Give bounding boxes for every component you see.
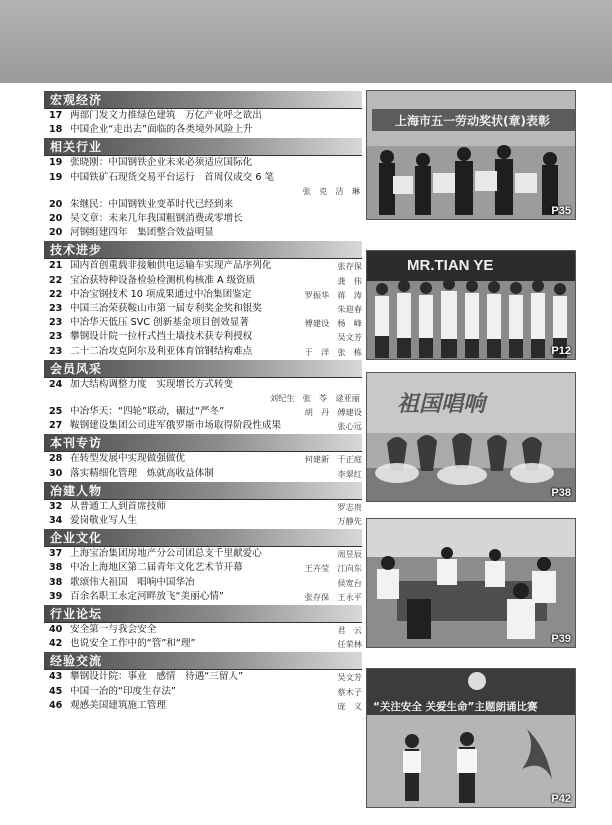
toc-list: [44, 91, 362, 713]
toc-entry-row: [44, 561, 362, 575]
entry-title: 河钢组建四年 集团整合效益明显: [70, 227, 214, 239]
toc-entry[interactable]: [44, 274, 362, 288]
entry-authors: 庞 义: [337, 700, 362, 711]
photo-page-label: P42: [551, 793, 571, 805]
entry-title: 在转型发展中实现做强做优: [70, 453, 186, 465]
photo-page-label: P12: [551, 345, 571, 357]
section-header: [44, 652, 362, 670]
entry-page-number: 42: [49, 638, 63, 650]
entry-authors: 于 洋 张 栋: [304, 346, 362, 357]
entry-page-number: 37: [49, 548, 63, 560]
entry-authors: 胡 丹 傅建设: [304, 407, 362, 418]
entry-page-number: 24: [49, 378, 63, 390]
toc-entry[interactable]: [44, 316, 362, 330]
toc-entry-row: [44, 699, 362, 713]
entry-authors: 傅建设 杨 峰: [304, 318, 362, 329]
entry-page-number: 23: [49, 345, 63, 357]
toc-entry-row: [44, 259, 362, 273]
section-title: 会员风采: [50, 361, 103, 376]
toc-entry[interactable]: [44, 547, 362, 561]
entry-title: 落实精细化管理 炼就高收益体制: [70, 467, 214, 479]
toc-entry-row: [44, 637, 362, 651]
entry-title: 攀钢设计院一拉杆式挡土墙技术获专利授权: [70, 331, 253, 343]
toc-entry-row: [44, 302, 362, 316]
top-band: [0, 0, 612, 83]
entry-title: 两部门发文力推绿色建筑 万亿产业呼之欲出: [70, 110, 262, 121]
entry-page-number: 23: [49, 331, 63, 343]
entry-title: 二十二冶攻克阿尔及利亚体育馆钢结构难点: [70, 345, 253, 357]
toc-entry-row: [44, 500, 362, 514]
entry-title: 百余名职工永定河畔放飞“美丽心情”: [70, 590, 224, 602]
entry-authors: 龚 伟: [337, 275, 362, 286]
entry-title: 中冶华天：“四轮”联动，碾过“严冬”: [70, 406, 225, 418]
section-header: [44, 482, 362, 500]
toc-entry-row: [44, 685, 362, 699]
section-title: 经验交流: [50, 654, 103, 669]
toc-entry[interactable]: [44, 288, 362, 302]
entry-page-number: 19: [49, 157, 63, 169]
photo-banner-text: MR.TIAN YE: [407, 257, 494, 274]
entry-title: 国内首创重载非接触供电运输车实现产品序列化: [70, 260, 272, 272]
entry-page-number: 22: [49, 288, 63, 300]
toc-entry-row: [44, 171, 362, 185]
entry-authors: 蔡木子: [337, 686, 362, 697]
toc-entry-row: [44, 198, 362, 212]
toc-entry-row: [44, 109, 362, 123]
entry-page-number: 28: [49, 453, 63, 465]
entry-title: 上海宝冶集团房地产分公司团总支千里献爱心: [70, 548, 262, 560]
section-header: [44, 138, 362, 156]
toc-entry[interactable]: [44, 500, 362, 514]
entry-title: 中冶上海地区第二届青年文化艺术节开幕: [70, 562, 243, 574]
toc-entry-row: [44, 405, 362, 419]
entry-page-number: 23: [49, 303, 63, 315]
entry-title: 中国三冶荣获鞍山市第一届专利奖金奖和银奖: [70, 303, 262, 315]
photo-page-label: P38: [551, 487, 571, 499]
entry-authors: 朱迎春: [337, 304, 362, 315]
section-header: [44, 241, 362, 259]
photo-recital: [366, 668, 576, 808]
entry-authors-line: 刘纪生 张 苓 逯亚丽: [269, 393, 360, 404]
toc-entry[interactable]: [44, 685, 362, 699]
entry-page-number: 20: [49, 213, 63, 225]
photo-delegation: [366, 250, 576, 360]
entry-title: 安全第一与我会安全: [70, 624, 157, 636]
entry-page-number: 40: [49, 624, 63, 636]
entry-title: 张晓刚：中国钢铁企业未来必须适应国际化: [70, 157, 253, 169]
photo-award-ceremony: [366, 90, 576, 220]
toc-entry[interactable]: [44, 259, 362, 273]
toc-entry[interactable]: [44, 452, 362, 466]
entry-authors: 侯宽台: [337, 577, 362, 588]
entry-authors: 张存保 王永平: [304, 591, 362, 602]
entry-page-number: 45: [49, 685, 63, 697]
entry-page-number: 20: [49, 227, 63, 239]
toc-entry-row: [44, 514, 362, 528]
entry-title: 攀钢设计院：事业 感情 待遇“三留人”: [70, 671, 244, 683]
toc-entry-row: [44, 156, 362, 170]
entry-title: 歌颂伟大祖国 唱响中国华冶: [70, 576, 195, 588]
entry-page-number: 27: [49, 420, 63, 432]
toc-entry-row: [44, 670, 362, 684]
toc-entry-row: [44, 623, 362, 637]
section-header: [44, 605, 362, 623]
entry-title: 中国一冶的“印度生存法”: [70, 685, 176, 697]
entry-page-number: 46: [49, 699, 63, 711]
entry-page-number: 23: [49, 317, 63, 329]
entry-page-number: 38: [49, 562, 63, 574]
toc-entry[interactable]: [44, 156, 362, 170]
toc-entry-row: [44, 452, 362, 466]
entry-title: 中国企业“走出去”面临的各类境外风险上升: [70, 124, 253, 136]
entry-page-number: 38: [49, 576, 63, 588]
toc-entry[interactable]: [44, 590, 362, 604]
section-title: 宏观经济: [50, 93, 103, 107]
section-title: 行业论坛: [50, 607, 103, 622]
entry-authors: 罗振华 蒋 涛: [304, 289, 362, 300]
entry-authors: 吴文芳: [337, 672, 362, 683]
section-header: [44, 434, 362, 452]
toc-entry-row: [44, 345, 362, 359]
entry-authors: 王卉莹 江向东: [304, 563, 362, 574]
toc-entry[interactable]: [44, 109, 362, 123]
entry-authors: 张存保: [337, 261, 362, 272]
toc-entry-row: [44, 467, 362, 481]
toc-entry[interactable]: [44, 419, 362, 433]
section-title: 企业文化: [50, 531, 103, 546]
entry-authors: 君 云: [337, 625, 362, 636]
toc-entry[interactable]: [44, 345, 362, 359]
entry-page-number: 19: [49, 171, 63, 183]
toc-entry[interactable]: [44, 302, 362, 316]
entry-page-number: 20: [49, 198, 63, 210]
toc-entry-row: [44, 330, 362, 344]
entry-authors: 何建新 于正庭: [304, 454, 362, 465]
entry-title: 宝冶获特种设备检验检测机构核准 A 级资质: [70, 274, 256, 286]
entry-page-number: 25: [49, 406, 63, 418]
top-band-gradient: [0, 0, 612, 83]
entry-authors-line: 张 克 洁 琳: [302, 185, 360, 196]
entry-title: 鞍钢建设集团公司进军俄罗斯市场取得阶段性成果: [70, 420, 282, 432]
entry-title: 中冶华天低压 SVC 创新基金项目创效显著: [70, 317, 249, 329]
entry-page-number: 22: [49, 274, 63, 286]
entry-title: 也说安全工作中的“管”和“理”: [70, 638, 196, 650]
toc-entry[interactable]: [44, 699, 362, 713]
toc-entry-row: [44, 226, 362, 240]
toc-entry[interactable]: [44, 576, 362, 590]
entry-authors: 吴文芳: [337, 332, 362, 343]
toc-entry[interactable]: [44, 330, 362, 344]
toc-entry[interactable]: [44, 561, 362, 575]
toc-entry[interactable]: [44, 212, 362, 226]
entry-authors: 任荣林: [337, 639, 362, 650]
toc-entry-row: [44, 274, 362, 288]
entry-page-number: 43: [49, 671, 63, 683]
section-header: [44, 529, 362, 547]
entry-page-number: 18: [49, 124, 63, 136]
entry-page-number: 30: [49, 467, 63, 479]
entry-page-number: 39: [49, 590, 63, 602]
toc-entry[interactable]: [44, 171, 362, 198]
photo-banner-text: “关注安全 关爱生命”主题朗诵比赛: [373, 701, 538, 713]
section-header: [44, 91, 362, 109]
entry-title: 加大结构调整力度 实现增长方式转变: [70, 378, 234, 390]
toc-entry[interactable]: [44, 670, 362, 684]
table-of-contents: [44, 90, 362, 820]
entry-title: 朱继民：中国钢铁业变革时代已经到来: [70, 198, 234, 210]
photo-stage-performance: [366, 372, 576, 502]
toc-entry[interactable]: [44, 623, 362, 637]
toc-entry[interactable]: [44, 123, 362, 137]
toc-entry[interactable]: [44, 226, 362, 240]
toc-entry-row: [44, 378, 362, 392]
toc-entry-row: [44, 288, 362, 302]
entry-authors: 罗志贵: [337, 501, 362, 512]
toc-entry-row: [44, 590, 362, 604]
toc-entry[interactable]: [44, 198, 362, 212]
entry-authors: 万静先: [337, 516, 362, 527]
entry-title: 爱岗敬业写人生: [70, 515, 138, 527]
toc-entry-row: [44, 547, 362, 561]
entry-title: 中国铁矿石现货交易平台运行 首周仅成交 6 笔: [70, 171, 275, 183]
section-title: 相关行业: [50, 140, 103, 155]
section-title: 技术进步: [50, 243, 103, 258]
entry-page-number: 32: [49, 500, 63, 512]
entry-title: 中冶宝钢技术 10 项成果通过中冶集团鉴定: [70, 288, 252, 300]
toc-entry[interactable]: [44, 467, 362, 481]
entry-title: 观感美国建筑施工管理: [70, 699, 166, 711]
toc-entry-row: [44, 419, 362, 433]
entry-title: 从普通工人到首席技师: [70, 500, 166, 512]
photo-meeting: [366, 518, 576, 648]
toc-entry-row: [44, 576, 362, 590]
entry-page-number: 34: [49, 515, 63, 527]
section-header: [44, 360, 362, 378]
entry-page-number: 17: [49, 110, 63, 121]
entry-authors: 周昱辰: [337, 549, 362, 560]
toc-entry-row: [44, 316, 362, 330]
toc-entry-row: [44, 212, 362, 226]
section-title: 本刊专访: [50, 436, 103, 451]
entry-authors: 李翠红: [337, 468, 362, 479]
toc-entry[interactable]: [44, 378, 362, 405]
toc-entry[interactable]: [44, 637, 362, 651]
entry-title: 吴文章：未来几年我国粗钢消费或零增长: [70, 213, 243, 225]
section-title: 冶建人物: [50, 483, 103, 498]
toc-entry[interactable]: [44, 405, 362, 419]
photo-banner-text: 上海市五一劳动奖状(章)表彰: [395, 114, 550, 128]
toc-entry-row: [44, 123, 362, 137]
photo-page-label: P39: [551, 633, 571, 645]
entry-authors: 张心远: [337, 421, 362, 432]
photo-banner-text: 祖国唱响: [397, 392, 486, 417]
toc-entry[interactable]: [44, 514, 362, 528]
entry-page-number: 21: [49, 260, 63, 272]
photo-page-label: P35: [551, 205, 571, 217]
